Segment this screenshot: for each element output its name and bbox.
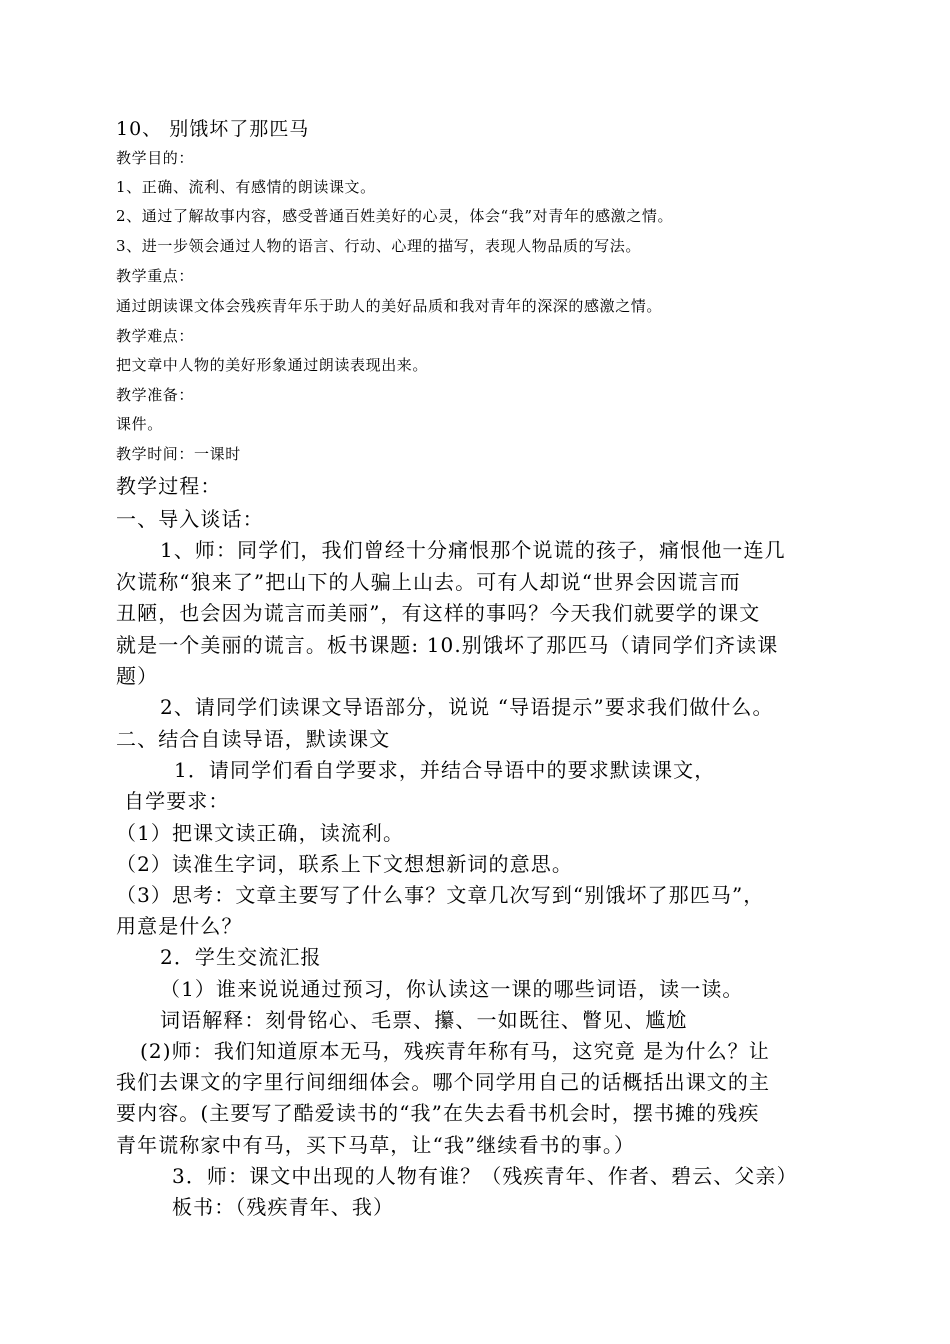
objective-item: 2、通过了解故事内容，感受普通百姓美好的心灵，体会“我”对青年的感激之情。 [116,207,674,225]
paragraph-line: 丑陋，也会因为谎言而美丽”，有这样的事吗？今天我们就要学的课文 [116,601,761,625]
teaching-time: 教学时间：一课时 [116,445,241,463]
preparation-text: 课件。 [116,415,163,433]
section-heading-objectives: 教学目的： [116,149,195,167]
paragraph-line: 1、师：同学们，我们曾经十分痛恨那个说谎的孩子，痛恨他一连几 [160,538,786,562]
self-study-item: （2）读准生字词，联系上下文想想新词的意思。 [116,852,573,876]
objective-item: 3、进一步领会通过人物的语言、行动、心理的描写，表现人物品质的写法。 [116,237,641,255]
difficulties-text: 把文章中人物的美好形象通过朗读表现出来。 [116,356,429,374]
self-study-item: （3）思考：文章主要写了什么事？文章几次写到“别饿坏了那匹马”， [116,883,765,907]
section-heading-difficulties: 教学难点： [116,327,195,345]
step-heading-reading: 二、结合自读导语，默读课文 [116,727,391,751]
paragraph-line: 我们去课文的字里行间细细体会。哪个同学用自己的话概括出课文的主 [116,1070,771,1094]
self-study-label: 自学要求： [124,789,230,813]
section-heading-key-points: 教学重点： [116,267,195,285]
paragraph-line: 要内容。(主要写了酷爱读书的“我”在失去看书机会时，摆书摊的残疾 [116,1101,760,1125]
paragraph-line: 1．请同学们看自学要求，并结合导语中的要求默读课文， [174,758,716,782]
section-heading-process: 教学过程： [116,474,222,498]
paragraph-line: 次谎称“狼来了”把山下的人骗上山去。可有人却说“世界会因谎言而 [116,570,741,594]
key-points-text: 通过朗读课文体会残疾青年乐于助人的美好品质和我对青年的深深的感激之情。 [116,297,663,315]
paragraph-line: 青年谎称家中有马，买下马草，让“我”继续看书的事。） [116,1133,636,1157]
vocabulary-line: 词语解释：刻骨铭心、毛票、攥、一如既往、瞥见、尴尬 [160,1008,688,1032]
self-study-item: （1）把课文读正确，读流利。 [116,821,405,845]
paragraph-line: 3．师：课文中出现的人物有谁？（残疾青年、作者、碧云、父亲） [172,1164,798,1188]
paragraph-line: 用意是什么？ [116,914,243,938]
paragraph-line: （1）谁来说说通过预习，你认读这一课的哪些词语，读一读。 [160,977,744,1001]
paragraph-line: 题） [116,664,159,688]
blackboard-note: 板书：（残疾青年、我） [172,1195,395,1219]
objective-item: 1、正确、流利、有感情的朗读课文。 [116,178,376,196]
paragraph-line: 就是一个美丽的谎言。板书课题: 10.别饿坏了那匹马（请同学们齐读课 [116,633,779,657]
section-heading-preparation: 教学准备： [116,386,195,404]
paragraph-line: 2、请同学们读课文导语部分，说说 “导语提示”要求我们做什么。 [160,695,774,719]
lesson-title: 10、 别饿坏了那匹马 [116,118,310,140]
paragraph-line: (2)师：我们知道原本无马，残疾青年称有马，这究竟 是为什么？让 [140,1039,770,1063]
paragraph-line: 2．学生交流汇报 [160,945,322,969]
step-heading-intro: 一、导入谈话： [116,507,264,531]
